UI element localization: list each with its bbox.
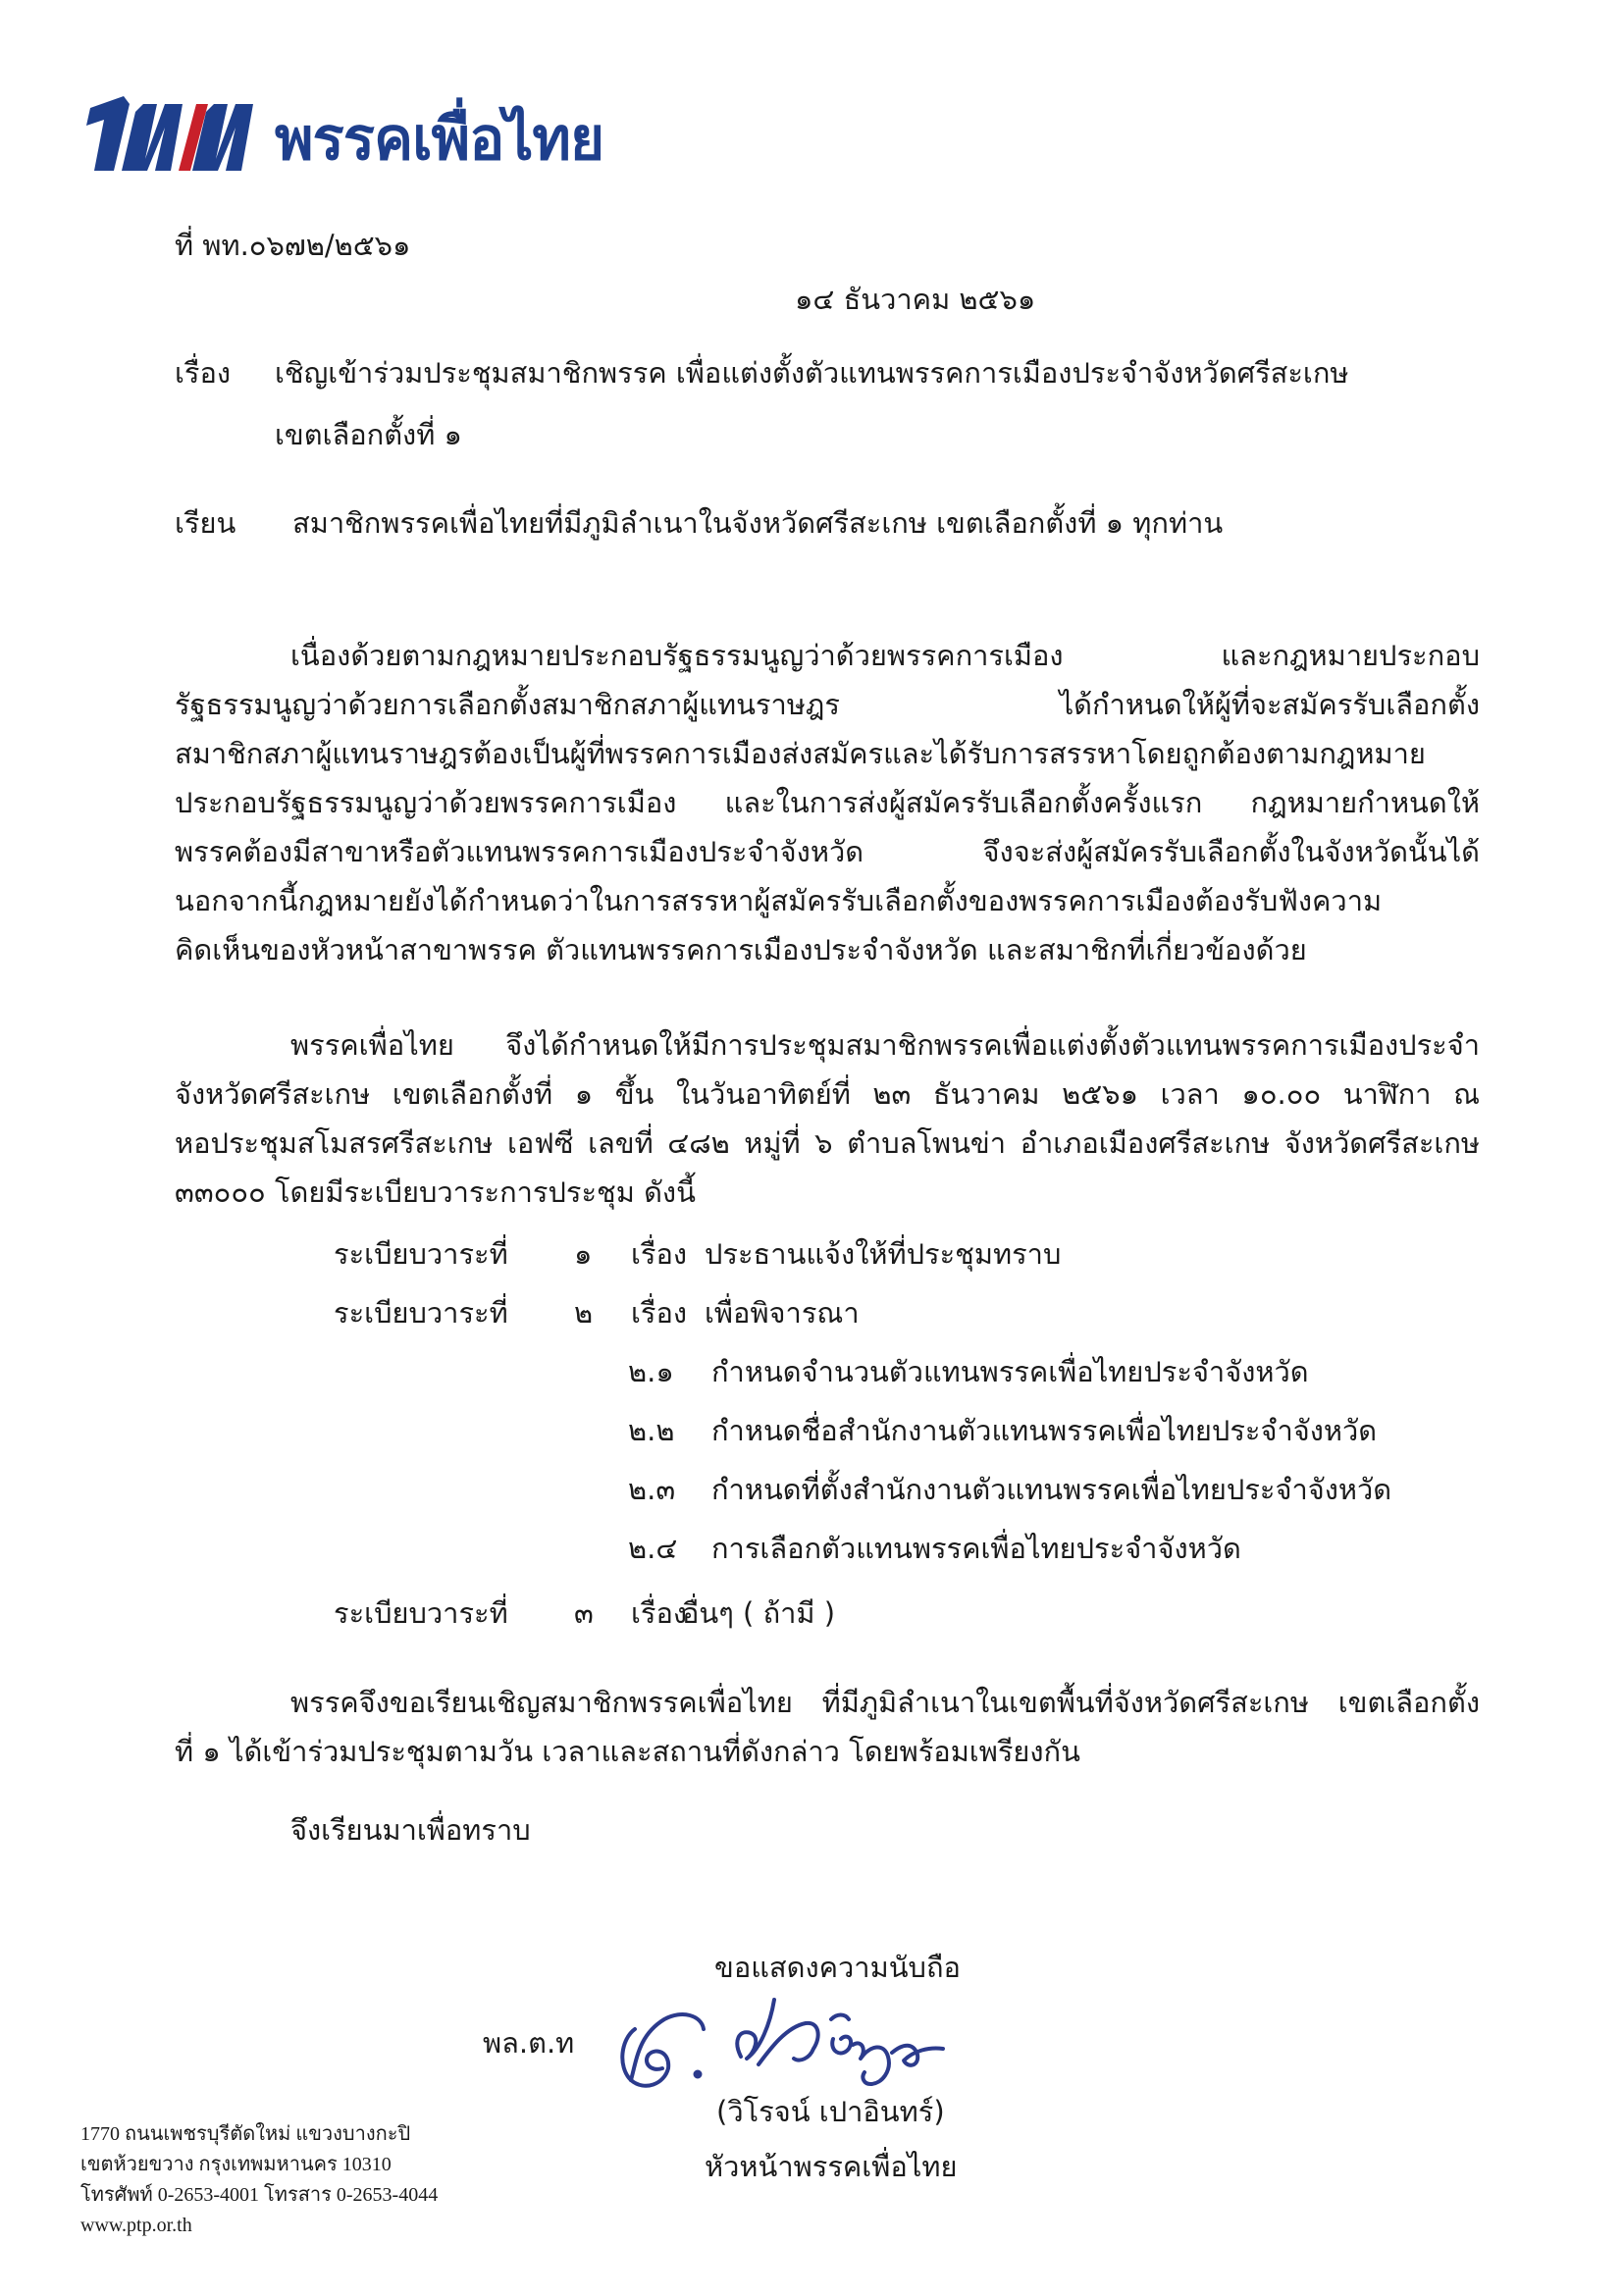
agenda-title: เพื่อพิจารณา	[705, 1296, 860, 1330]
body-paragraph-2	[175, 1020, 1480, 1217]
footer-phone: โทรศัพท์ 0-2653-4001 โทรสาร 0-2653-4044	[80, 2184, 439, 2206]
signer-rank: พล.ต.ท	[483, 2026, 575, 2060]
agenda-label: ระเบียบวาระที่	[334, 1596, 508, 1630]
body-paragraph-1	[175, 631, 1480, 974]
paragraph-line: จังหวัดศรีสะเกษ เขตเลือกตั้งที่ ๑ ขึ้น ในวันอาทิตย์ที่ ๒๓ ธันวาคม ๒๕๖๑ เวลา ๑๐.๐๐ นาฬิกา ณ	[175, 1077, 1480, 1111]
agenda-title: ประธานแจ้งให้ที่ประชุมทราบ	[705, 1237, 1062, 1271]
paragraph-line: เนื่องด้วยตามกฎหมายประกอบรัฐธรรมนูญว่าด้วยพรรคการเมือง และกฎหมายประกอบ	[290, 639, 1480, 672]
paragraph-line: หอประชุมสโมสรศรีสะเกษ เอฟซี เลขที่ ๔๘๒ หมู่ที่ ๖ ตำบลโพนข่า อำเภอเมืองศรีสะเกษ จังหวัดศรีสะเกษ	[175, 1126, 1480, 1160]
sub-agenda-number: ๒.๑	[628, 1355, 674, 1388]
agenda-label: ระเบียบวาระที่	[334, 1237, 508, 1271]
body-paragraph-3	[175, 1678, 1480, 1776]
sub-agenda-text: กำหนดชื่อสำนักงานตัวแทนพรรคเพื่อไทยประจำจังหวัด	[711, 1414, 1378, 1447]
paragraph-line: พรรคจึงขอเรียนเชิญสมาชิกพรรคเพื่อไทย ที่มีภูมิลำเนาในเขตพื้นที่จังหวัดศรีสะเกษ เขตเลือกตั้ง	[290, 1686, 1480, 1719]
closing-request: จึงเรียนมาเพื่อทราบ	[290, 1813, 531, 1847]
agenda-word: เรื่อง	[631, 1596, 688, 1630]
handwritten-signature	[613, 1990, 976, 2103]
agenda-number: ๑	[574, 1237, 593, 1271]
signer-name: (วิโรจน์ เปาอินทร์)	[716, 2095, 945, 2128]
regards: ขอแสดงความนับถือ	[714, 1951, 961, 1984]
party-logo-icon	[84, 82, 271, 173]
paragraph-line: สมาชิกสภาผู้แทนราษฎรต้องเป็นผู้ที่พรรคการเมืองส่งสมัครและได้รับการสรรหาโดยถูกต้องตามกฎหมาย	[175, 737, 1426, 770]
paragraph-line: นอกจากนี้กฎหมายยังได้กำหนดว่าในการสรรหาผู้สมัครรับเลือกตั้งของพรรคการเมืองต้องรับฟังความ	[175, 884, 1383, 917]
letterhead	[84, 82, 603, 173]
subject-line-2: เขตเลือกตั้งที่ ๑	[275, 418, 462, 451]
paragraph-line: พรรคเพื่อไทย จึงได้กำหนดให้มีการประชุมสมาชิกพรรคเพื่อแต่งตั้งตัวแทนพรรคการเมืองประจำ	[290, 1028, 1480, 1062]
recipient-label: เรียน	[175, 506, 236, 540]
agenda-word: เรื่อง	[631, 1296, 688, 1330]
agenda-number: ๒	[574, 1296, 594, 1330]
party-name: พรรคเพื่อไทย	[275, 105, 604, 174]
agenda-word: เรื่อง	[631, 1237, 688, 1271]
agenda-title: อื่นๆ ( ถ้ามี )	[682, 1596, 836, 1630]
subject-label: เรื่อง	[175, 356, 232, 390]
paragraph-line: คิดเห็นของหัวหน้าสาขาพรรค ตัวแทนพรรคการเมืองประจำจังหวัด และสมาชิกที่เกี่ยวข้องด้วย	[175, 933, 1307, 966]
footer-website: www.ptp.or.th	[80, 2215, 192, 2236]
footer-address-line-2: เขตห้วยขวาง กรุงเทพมหานคร 10310	[80, 2154, 392, 2175]
sub-agenda-text: กำหนดที่ตั้งสำนักงานตัวแทนพรรคเพื่อไทยประจำจังหวัด	[711, 1473, 1392, 1506]
paragraph-line: พรรคต้องมีสาขาหรือตัวแทนพรรคการเมืองประจำจังหวัด จึงจะส่งผู้สมัครรับเลือกตั้งในจังหวัดนั้นได้	[175, 835, 1480, 868]
recipient-text: สมาชิกพรรคเพื่อไทยที่มีภูมิลำเนาในจังหวัดศรีสะเกษ เขตเลือกตั้งที่ ๑ ทุกท่าน	[292, 506, 1224, 540]
letter-date: ๑๔ ธันวาคม ๒๕๖๑	[795, 283, 1036, 316]
paragraph-line: ที่ ๑ ได้เข้าร่วมประชุมตามวัน เวลาและสถานที่ดังกล่าว โดยพร้อมเพรียงกัน	[175, 1735, 1080, 1768]
sub-agenda-text: กำหนดจำนวนตัวแทนพรรคเพื่อไทยประจำจังหวัด	[711, 1355, 1309, 1388]
sub-agenda-text: การเลือกตัวแทนพรรคเพื่อไทยประจำจังหวัด	[711, 1532, 1241, 1565]
subject-line-1: เชิญเข้าร่วมประชุมสมาชิกพรรค เพื่อแต่งตั้งตัวแทนพรรคการเมืองประจำจังหวัดศรีสะเกษ	[275, 356, 1349, 390]
agenda-label: ระเบียบวาระที่	[334, 1296, 508, 1330]
paragraph-line: รัฐธรรมนูญว่าด้วยการเลือกตั้งสมาชิกสภาผู้แทนราษฎร ได้กำหนดให้ผู้ที่จะสมัครรับเลือกตั้ง	[175, 688, 1480, 721]
doc-number: ที่ พท.๐๖๗๒/๒๕๖๑	[175, 229, 411, 262]
signer-position: หัวหน้าพรรคเพื่อไทย	[705, 2150, 958, 2183]
paragraph-line: ประกอบรัฐธรรมนูญว่าด้วยพรรคการเมือง และในการส่งผู้สมัครรับเลือกตั้งครั้งแรก กฎหมายกำหนดให้	[175, 786, 1480, 819]
paragraph-line: ๓๓๐๐๐ โดยมีระเบียบวาระการประชุม ดังนี้	[175, 1175, 696, 1209]
agenda-number: ๓	[574, 1596, 594, 1630]
sub-agenda-number: ๒.๔	[628, 1532, 678, 1565]
sub-agenda-number: ๒.๒	[628, 1414, 675, 1447]
footer-address-line-1: 1770 ถนนเพชรบุรีตัดใหม่ แขวงบางกะปิ	[80, 2123, 411, 2145]
sub-agenda-number: ๒.๓	[628, 1473, 676, 1506]
